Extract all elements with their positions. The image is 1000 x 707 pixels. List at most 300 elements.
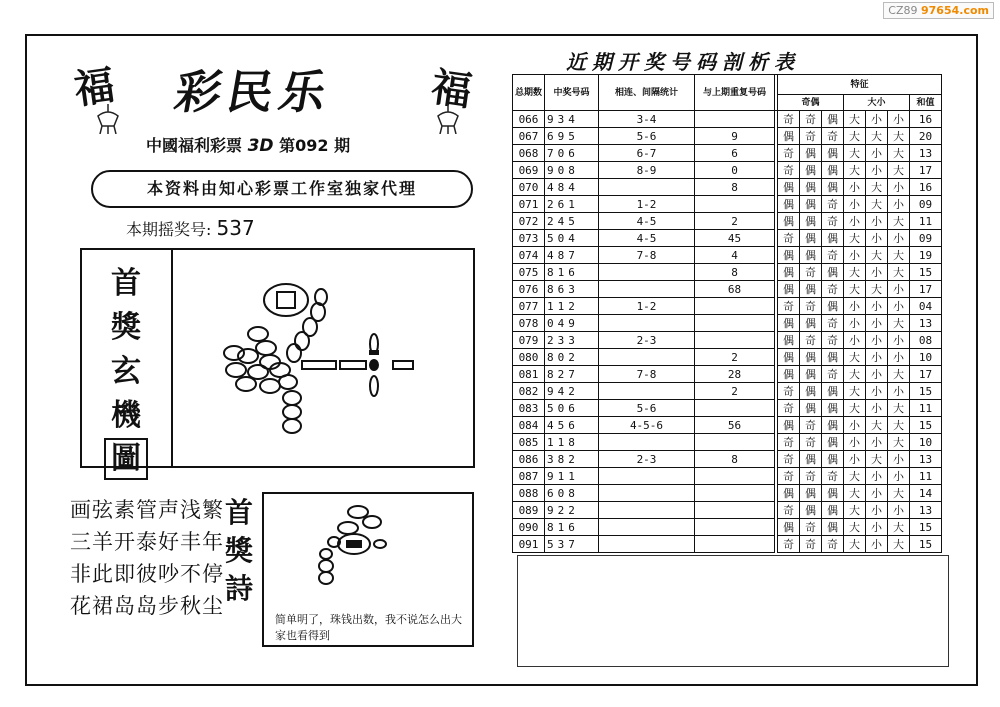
- table-row: [513, 485, 942, 502]
- consec-cell: [599, 519, 695, 536]
- draw-label: 本期摇奖号:: [126, 220, 212, 239]
- issue-cell: 079: [513, 332, 545, 349]
- table-row: [513, 383, 942, 400]
- bigsmall-cell: 小: [888, 298, 910, 315]
- number-cell: 911: [545, 468, 599, 485]
- xuanji-char: 玄: [111, 354, 141, 389]
- oddeven-cell: 偶: [778, 417, 800, 434]
- bigsmall-cell: 大: [888, 519, 910, 536]
- bigsmall-cell: 大: [844, 519, 866, 536]
- xuanji-char: 首: [111, 266, 141, 301]
- bigsmall-cell: 小: [866, 366, 888, 383]
- bigsmall-cell: 小: [844, 213, 866, 230]
- table-row: [513, 213, 942, 230]
- issue-cell: 076: [513, 281, 545, 298]
- bigsmall-cell: 小: [866, 383, 888, 400]
- oddeven-cell: 奇: [800, 298, 822, 315]
- repeat-cell: 45: [695, 230, 775, 247]
- consec-cell: 6-7: [599, 145, 695, 162]
- table-title: 近期开奖号码剖析表: [566, 50, 800, 74]
- sum-cell: 11: [910, 400, 942, 417]
- oddeven-cell: 偶: [822, 349, 844, 366]
- table-row: [513, 536, 942, 553]
- issue-cell: 087: [513, 468, 545, 485]
- bigsmall-cell: 小: [888, 502, 910, 519]
- bigsmall-cell: 大: [844, 281, 866, 298]
- oddeven-cell: 偶: [778, 281, 800, 298]
- poem-note: 简单明了，珠钱出数，我不说怎么出大家也看得到: [275, 613, 462, 642]
- bigsmall-cell: 大: [866, 417, 888, 434]
- bigsmall-cell: 小: [888, 179, 910, 196]
- oddeven-cell: 偶: [778, 247, 800, 264]
- bigsmall-cell: 大: [844, 383, 866, 400]
- oddeven-cell: 奇: [778, 536, 800, 553]
- oddeven-cell: 奇: [778, 162, 800, 179]
- sum-cell: 14: [910, 485, 942, 502]
- bigsmall-cell: 大: [888, 213, 910, 230]
- header-feature: 特征: [778, 75, 942, 95]
- bigsmall-cell: 大: [844, 468, 866, 485]
- oddeven-cell: 奇: [800, 417, 822, 434]
- oddeven-cell: 偶: [778, 128, 800, 145]
- consec-cell: [599, 468, 695, 485]
- repeat-cell: 28: [695, 366, 775, 383]
- bigsmall-cell: 小: [888, 468, 910, 485]
- oddeven-cell: 偶: [778, 349, 800, 366]
- number-cell: 827: [545, 366, 599, 383]
- bigsmall-cell: 小: [888, 332, 910, 349]
- repeat-cell: [695, 536, 775, 553]
- bigsmall-cell: 小: [844, 332, 866, 349]
- table-row: [513, 502, 942, 519]
- number-cell: 382: [545, 451, 599, 468]
- oddeven-cell: 奇: [822, 213, 844, 230]
- issue-cell: 085: [513, 434, 545, 451]
- sum-cell: 15: [910, 383, 942, 400]
- issue-cell: 074: [513, 247, 545, 264]
- sum-cell: 10: [910, 434, 942, 451]
- oddeven-cell: 偶: [778, 332, 800, 349]
- bigsmall-cell: 小: [888, 281, 910, 298]
- oddeven-cell: 偶: [778, 519, 800, 536]
- issue-cell: 075: [513, 264, 545, 281]
- header-issue: 总期数: [513, 75, 545, 111]
- number-cell: 706: [545, 145, 599, 162]
- issue-cell: 073: [513, 230, 545, 247]
- oddeven-cell: 奇: [778, 145, 800, 162]
- bigsmall-cell: 小: [888, 196, 910, 213]
- number-cell: 863: [545, 281, 599, 298]
- bigsmall-cell: 大: [844, 400, 866, 417]
- bigsmall-cell: 小: [844, 298, 866, 315]
- oddeven-cell: 奇: [822, 366, 844, 383]
- oddeven-cell: 偶: [822, 434, 844, 451]
- bigsmall-cell: 小: [888, 349, 910, 366]
- bigsmall-cell: 大: [888, 400, 910, 417]
- oddeven-cell: 偶: [800, 145, 822, 162]
- oddeven-cell: 偶: [822, 417, 844, 434]
- issue-cell: 080: [513, 349, 545, 366]
- sum-cell: 19: [910, 247, 942, 264]
- poem-title: [222, 494, 256, 608]
- table-row: [513, 196, 942, 213]
- issue-line: [146, 133, 350, 156]
- bigsmall-cell: 大: [888, 247, 910, 264]
- consec-cell: 1-2: [599, 196, 695, 213]
- oddeven-cell: 偶: [800, 400, 822, 417]
- number-cell: 934: [545, 111, 599, 128]
- oddeven-cell: 偶: [800, 179, 822, 196]
- bigsmall-cell: 小: [866, 485, 888, 502]
- sum-cell: 16: [910, 179, 942, 196]
- consec-cell: 5-6: [599, 400, 695, 417]
- draw-line: [126, 216, 255, 240]
- repeat-cell: [695, 485, 775, 502]
- number-cell: 504: [545, 230, 599, 247]
- oddeven-cell: 奇: [778, 502, 800, 519]
- header-bigsmall: 大小: [844, 95, 910, 111]
- watermark-site: 97654.com: [921, 4, 989, 17]
- consec-cell: 4-5: [599, 213, 695, 230]
- oddeven-cell: 偶: [822, 179, 844, 196]
- header-oddeven: 奇偶: [778, 95, 844, 111]
- bigsmall-cell: 小: [866, 349, 888, 366]
- bigsmall-cell: 大: [844, 145, 866, 162]
- consec-cell: 1-2: [599, 298, 695, 315]
- bigsmall-cell: 大: [888, 417, 910, 434]
- bigsmall-cell: 大: [844, 230, 866, 247]
- issue-cell: 068: [513, 145, 545, 162]
- table-row: [513, 179, 942, 196]
- consec-cell: [599, 264, 695, 281]
- issue-cell: 066: [513, 111, 545, 128]
- lantern-icon: [88, 104, 128, 134]
- sum-cell: 11: [910, 213, 942, 230]
- consec-cell: [599, 502, 695, 519]
- bigsmall-cell: 大: [844, 502, 866, 519]
- oddeven-cell: 偶: [800, 213, 822, 230]
- sum-cell: 10: [910, 349, 942, 366]
- bigsmall-cell: 小: [844, 451, 866, 468]
- bigsmall-cell: 小: [866, 536, 888, 553]
- bigsmall-cell: 大: [888, 162, 910, 179]
- oddeven-cell: 奇: [800, 332, 822, 349]
- oddeven-cell: 偶: [800, 162, 822, 179]
- oddeven-cell: 偶: [822, 519, 844, 536]
- poem-line: 非此即彼吵不停: [70, 562, 224, 586]
- poem-line: 三羊开泰好丰年: [70, 530, 224, 554]
- bigsmall-cell: 小: [866, 264, 888, 281]
- oddeven-cell: 奇: [822, 468, 844, 485]
- table-row: [513, 417, 942, 434]
- table-row: [513, 145, 942, 162]
- sum-cell: 13: [910, 315, 942, 332]
- issue-cell: 070: [513, 179, 545, 196]
- oddeven-cell: 偶: [778, 485, 800, 502]
- oddeven-cell: 偶: [778, 196, 800, 213]
- bigsmall-cell: 大: [844, 485, 866, 502]
- issue-prefix: 中國福利彩票: [146, 136, 243, 155]
- bigsmall-cell: 大: [844, 128, 866, 145]
- oddeven-cell: 偶: [800, 485, 822, 502]
- sum-cell: 08: [910, 332, 942, 349]
- sum-cell: 13: [910, 502, 942, 519]
- oddeven-cell: 奇: [822, 281, 844, 298]
- issue-cell: 067: [513, 128, 545, 145]
- consec-cell: 3-4: [599, 111, 695, 128]
- oddeven-cell: 奇: [800, 264, 822, 281]
- sum-cell: 09: [910, 196, 942, 213]
- oddeven-cell: 偶: [800, 366, 822, 383]
- number-cell: 908: [545, 162, 599, 179]
- number-cell: 233: [545, 332, 599, 349]
- issue-cell: 089: [513, 502, 545, 519]
- bigsmall-cell: 大: [888, 128, 910, 145]
- oddeven-cell: 偶: [800, 230, 822, 247]
- issue-cell: 072: [513, 213, 545, 230]
- banner: 本资料由知心彩票工作室独家代理: [91, 170, 473, 208]
- poem-title-char: 首: [224, 496, 253, 529]
- oddeven-cell: 偶: [822, 162, 844, 179]
- oddeven-cell: 奇: [778, 400, 800, 417]
- oddeven-cell: 偶: [800, 196, 822, 213]
- issue-cell: 069: [513, 162, 545, 179]
- oddeven-cell: 偶: [778, 264, 800, 281]
- bigsmall-cell: 大: [888, 366, 910, 383]
- sum-cell: 15: [910, 417, 942, 434]
- issue-cell: 090: [513, 519, 545, 536]
- bigsmall-cell: 小: [844, 179, 866, 196]
- oddeven-cell: 奇: [800, 111, 822, 128]
- bigsmall-cell: 小: [866, 213, 888, 230]
- bigsmall-cell: 小: [866, 298, 888, 315]
- bigsmall-cell: 大: [888, 485, 910, 502]
- oddeven-cell: 偶: [822, 298, 844, 315]
- number-cell: 112: [545, 298, 599, 315]
- bigsmall-cell: 小: [866, 162, 888, 179]
- issue-cell: 077: [513, 298, 545, 315]
- sum-cell: 15: [910, 519, 942, 536]
- bigsmall-cell: 小: [866, 400, 888, 417]
- blank-note-box: [517, 555, 949, 667]
- watermark-prefix: CZ89: [888, 4, 918, 17]
- bigsmall-cell: 小: [888, 111, 910, 128]
- issue-cell: 082: [513, 383, 545, 400]
- header-number: 中奖号码: [545, 75, 599, 111]
- bigsmall-cell: 大: [888, 145, 910, 162]
- sum-cell: 04: [910, 298, 942, 315]
- table-row: [513, 400, 942, 417]
- bigsmall-cell: 小: [866, 230, 888, 247]
- header-repeat: 与上期重复号码: [695, 75, 775, 111]
- table-row: [513, 281, 942, 298]
- bigsmall-cell: 大: [844, 162, 866, 179]
- repeat-cell: 2: [695, 213, 775, 230]
- number-cell: 802: [545, 349, 599, 366]
- sum-cell: 20: [910, 128, 942, 145]
- oddeven-cell: 奇: [778, 468, 800, 485]
- bigsmall-cell: 大: [888, 434, 910, 451]
- number-cell: 487: [545, 247, 599, 264]
- oddeven-cell: 偶: [822, 111, 844, 128]
- oddeven-cell: 奇: [822, 332, 844, 349]
- number-cell: 816: [545, 519, 599, 536]
- bigsmall-cell: 大: [866, 451, 888, 468]
- sum-cell: 17: [910, 366, 942, 383]
- oddeven-cell: 偶: [822, 230, 844, 247]
- number-cell: 816: [545, 264, 599, 281]
- repeat-cell: 0: [695, 162, 775, 179]
- oddeven-cell: 奇: [778, 298, 800, 315]
- bigsmall-cell: 小: [866, 519, 888, 536]
- repeat-cell: [695, 298, 775, 315]
- consec-cell: [599, 315, 695, 332]
- table-row: [513, 434, 942, 451]
- sum-cell: 09: [910, 230, 942, 247]
- bigsmall-cell: 大: [844, 536, 866, 553]
- bigsmall-cell: 大: [844, 366, 866, 383]
- oddeven-cell: 奇: [800, 468, 822, 485]
- number-cell: 245: [545, 213, 599, 230]
- bigsmall-cell: 大: [844, 349, 866, 366]
- oddeven-cell: 偶: [800, 383, 822, 400]
- bigsmall-cell: 小: [866, 315, 888, 332]
- issue-suffix: 第092 期: [279, 136, 351, 155]
- bigsmall-cell: 小: [866, 502, 888, 519]
- bigsmall-cell: 大: [888, 315, 910, 332]
- consec-cell: 5-6: [599, 128, 695, 145]
- bigsmall-cell: 大: [866, 247, 888, 264]
- repeat-cell: [695, 111, 775, 128]
- oddeven-cell: 偶: [822, 400, 844, 417]
- bigsmall-cell: 小: [844, 247, 866, 264]
- bigsmall-cell: 小: [844, 434, 866, 451]
- table-row: [513, 247, 942, 264]
- repeat-cell: 8: [695, 264, 775, 281]
- oddeven-cell: 奇: [800, 519, 822, 536]
- oddeven-cell: 奇: [778, 111, 800, 128]
- issue-cell: 084: [513, 417, 545, 434]
- issue-cell: 081: [513, 366, 545, 383]
- oddeven-cell: 奇: [800, 128, 822, 145]
- oddeven-cell: 偶: [822, 451, 844, 468]
- poem-line: 花裙岛岛步秋尘: [70, 594, 224, 618]
- bigsmall-cell: 小: [866, 111, 888, 128]
- repeat-cell: [695, 196, 775, 213]
- watermark: [883, 2, 994, 19]
- consec-cell: [599, 434, 695, 451]
- oddeven-cell: 偶: [778, 179, 800, 196]
- oddeven-cell: 奇: [822, 315, 844, 332]
- table-row: [513, 349, 942, 366]
- repeat-cell: [695, 502, 775, 519]
- number-cell: 261: [545, 196, 599, 213]
- poem-picture: [300, 500, 410, 596]
- repeat-cell: 56: [695, 417, 775, 434]
- sum-cell: 16: [910, 111, 942, 128]
- xuanji-char: 機: [111, 398, 141, 433]
- table-row: [513, 468, 942, 485]
- consec-cell: 7-8: [599, 247, 695, 264]
- sum-cell: 13: [910, 451, 942, 468]
- sum-cell: 17: [910, 162, 942, 179]
- repeat-cell: [695, 315, 775, 332]
- sum-cell: 15: [910, 536, 942, 553]
- xuanji-divider: [171, 248, 173, 468]
- draw-number: 537: [216, 216, 255, 240]
- number-cell: 456: [545, 417, 599, 434]
- header-sum: 和值: [910, 95, 942, 111]
- bigsmall-cell: 小: [866, 145, 888, 162]
- repeat-cell: [695, 519, 775, 536]
- oddeven-cell: 偶: [800, 247, 822, 264]
- oddeven-cell: 奇: [778, 451, 800, 468]
- oddeven-cell: 偶: [822, 502, 844, 519]
- table-row: [513, 128, 942, 145]
- table-row: [513, 298, 942, 315]
- xuanji-label: [82, 262, 170, 480]
- fu-char-left: 福: [71, 61, 118, 114]
- xuanji-char: 圖: [104, 438, 148, 480]
- consec-cell: 7-8: [599, 366, 695, 383]
- repeat-cell: 2: [695, 349, 775, 366]
- table-row: [513, 230, 942, 247]
- oddeven-cell: 偶: [800, 281, 822, 298]
- number-cell: 537: [545, 536, 599, 553]
- oddeven-cell: 奇: [778, 383, 800, 400]
- oddeven-cell: 奇: [778, 434, 800, 451]
- number-cell: 695: [545, 128, 599, 145]
- header-consec: 相连、间隔统计: [599, 75, 695, 111]
- bigsmall-cell: 小: [888, 383, 910, 400]
- bigsmall-cell: 小: [866, 434, 888, 451]
- number-cell: 506: [545, 400, 599, 417]
- issue-cell: 078: [513, 315, 545, 332]
- consec-cell: [599, 179, 695, 196]
- table-row: [513, 315, 942, 332]
- oddeven-cell: 偶: [822, 383, 844, 400]
- repeat-cell: [695, 434, 775, 451]
- consec-cell: 4-5: [599, 230, 695, 247]
- table-row: [513, 264, 942, 281]
- table-row: [513, 332, 942, 349]
- table-row: [513, 451, 942, 468]
- bigsmall-cell: 小: [866, 332, 888, 349]
- issue-cell: 091: [513, 536, 545, 553]
- bigsmall-cell: 小: [844, 417, 866, 434]
- poem-line: 画弦素管声浅繁: [70, 498, 224, 522]
- bigsmall-cell: 大: [866, 128, 888, 145]
- oddeven-cell: 奇: [822, 196, 844, 213]
- table-row: [513, 162, 942, 179]
- oddeven-cell: 偶: [822, 485, 844, 502]
- consec-cell: [599, 536, 695, 553]
- oddeven-cell: 偶: [800, 451, 822, 468]
- repeat-cell: 9: [695, 128, 775, 145]
- consec-cell: 4-5-6: [599, 417, 695, 434]
- consec-cell: [599, 349, 695, 366]
- issue-cell: 071: [513, 196, 545, 213]
- bigsmall-cell: 大: [866, 196, 888, 213]
- consec-cell: [599, 383, 695, 400]
- oddeven-cell: 奇: [822, 536, 844, 553]
- consec-cell: 8-9: [599, 162, 695, 179]
- bigsmall-cell: 大: [888, 536, 910, 553]
- bigsmall-cell: 小: [866, 468, 888, 485]
- number-cell: 049: [545, 315, 599, 332]
- oddeven-cell: 偶: [800, 502, 822, 519]
- number-cell: 608: [545, 485, 599, 502]
